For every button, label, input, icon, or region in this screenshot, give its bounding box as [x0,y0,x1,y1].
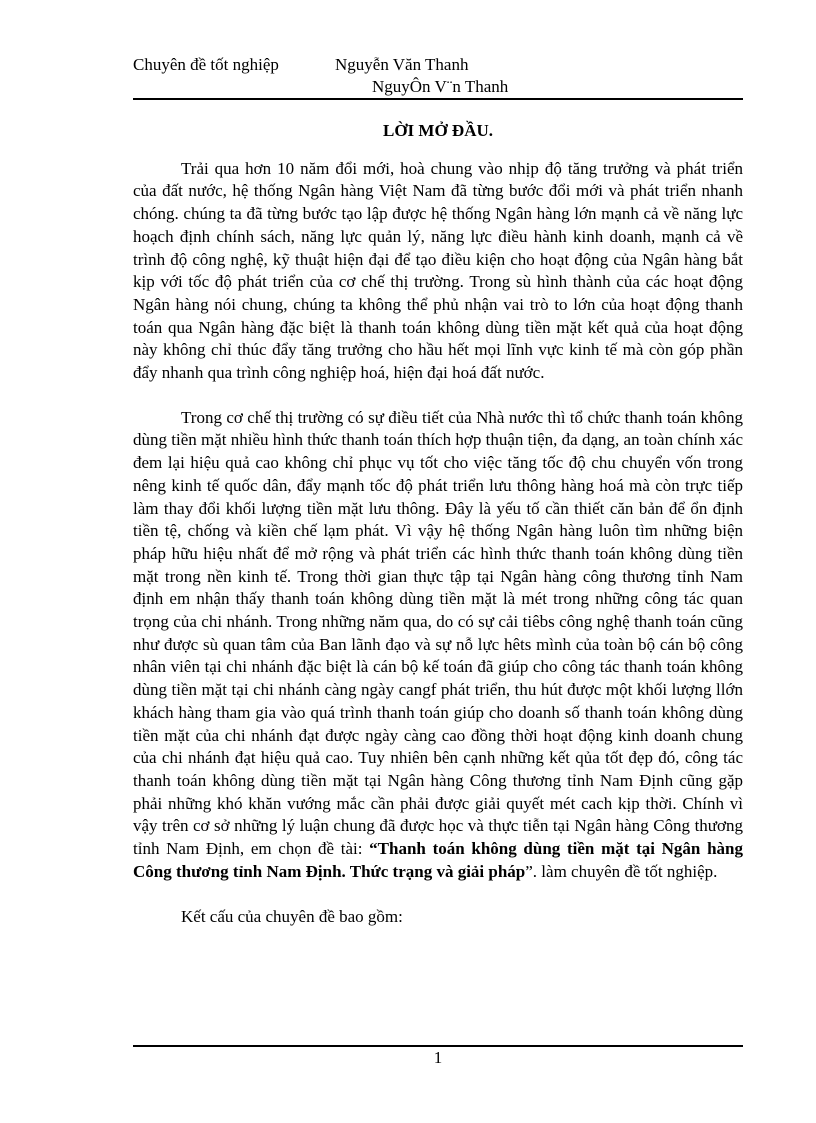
paragraph-1: Trải qua hơn 10 năm đổi mới, hoà chung vào nhịp độ tăng trưởng và phát triển của đất nước, hệ thống Ngân hàng Việt Nam đã từng bước đổi mới và phát triển nhanh chóng. chúng ta đã từng bước tạo lập được hệ thống Ngân hàng lớn mạnh cả về năng lực hoạch định chính sách, năng lực quản lý, năng lực điều hành kinh doanh, mạnh cả về trình độ công nghệ, kỹ thuật hiện đại để tạo điều kiện cho hoạt động của Ngân hàng bắt kịp với tốc độ phát triển của cơ chế thị trường. Trong sù hình thành của các hoạt động Ngân hàng nói chung, chúng ta không thể phủ nhận vai trò to lớn của hoạt động thanh toán qua Ngân hàng đặc biệt là thanh toán không dùng tiền mặt kết quả của hoạt động này không chỉ thúc đẩy tăng trưởng cho hầu hết mọi lĩnh vực kinh tế mà còn góp phần đẩy nhanh qua trình công nghiệp hoá, hiện đại hoá đất nước. [133,158,743,383]
page-header [133,55,743,99]
section-title: LỜI MỞ ĐẦU. [382,121,494,140]
paragraph-2-tail: ”. làm chuyên đề tốt nghiệp. [525,861,718,881]
page-number: 1 [433,1048,443,1067]
paragraph-3: Kết cấu của chuyên đề bao gồm: [181,906,403,926]
header-document-type: Chuyên đề tốt nghiệp [133,55,279,74]
header-line-1 [133,55,743,77]
paragraph-2-topic-title: “Thanh toán không dùng tiền mặt tại Ngân hàng Công thương tỉnh Nam Định. Thức trạng và giải pháp [133,839,743,881]
paragraph-2-text: Trong cơ chế thị trường có sự điều tiết của Nhà nước thì tổ chức thanh toán không dùng tiền mặt nhiều hình thức thanh toán thích hợp thuận tiện, đa dạng, an toàn chính xác đem lại hiệu quả cao không chỉ phục vụ tốt cho việc tăng tốc độ chu chuyển vốn trong nêng kinh tế quốc dân, đẩy mạnh tốc độ phát triển lưu thông hàng hoá mà còn trực tiếp làm thay đổi khối lượng tiền mặt lưu thông. Đây là yếu tố cần thiết căn bản để ổn định tiền tệ, chống và kiền chế lạm phát. Vì vậy hệ thống Ngân hàng luôn tìm những biện pháp hữu hiệu nhất để mở rộng và phát triển các hình thức thanh toán không dùng tiền mặt trong nền kinh tế. Trong thời gian thực tập tại Ngân hàng công thương tỉnh Nam định em nhận thấy thanh toán không dùng tiền mặt là mét trong những công tác quan trọng của chi nhánh. Trong những năm qua, do có sự cải tiêbs công nghệ thanh toán cũng như được sù quan tâm của Ban lãnh đạo và sự nỗ lực hêts mình của toàn bộ cán bộ công nhân viên tại chi nhánh đặc biệt là cán bộ kế toán đã giúp cho công tác thanh toán không dùng tiền mặt tại chi nhánh càng ngày cangf phát triển, thu hút được một khối lượng llớn khách hàng tham gia vào quá trình thanh toán giúp cho doanh số thanh toán không dùng tiền mặt của chi nhánh đạt được ngày càng cao đồng thời hoạt động kinh doanh chung của chi nhánh đạt hiệu quả cao. Tuy nhiên bên cạnh những kết qủa tốt đẹp đó, công tác thanh toán không dùng tiền mặt tại Ngân hàng Công thương tỉnh Nam Định cũng gặp phải những khó khăn vướng mắc cần phải được giải quyết mét cach kịp thời. Chính vì vậy trên cơ sở những lý luận chung đã được học và thực tiễn tại Ngân hàng Công thương tỉnh Nam Định, em chọn đề tài: [133,407,743,859]
header-rule [133,98,743,100]
header-line-2 [133,77,743,99]
document-body [133,120,743,928]
paragraph-2 [133,407,743,884]
header-author: Nguyễn Văn Thanh [335,55,469,74]
header-author-garbled: NguyÔn V¨n Thanh [372,77,509,96]
footer-rule [133,1045,743,1047]
